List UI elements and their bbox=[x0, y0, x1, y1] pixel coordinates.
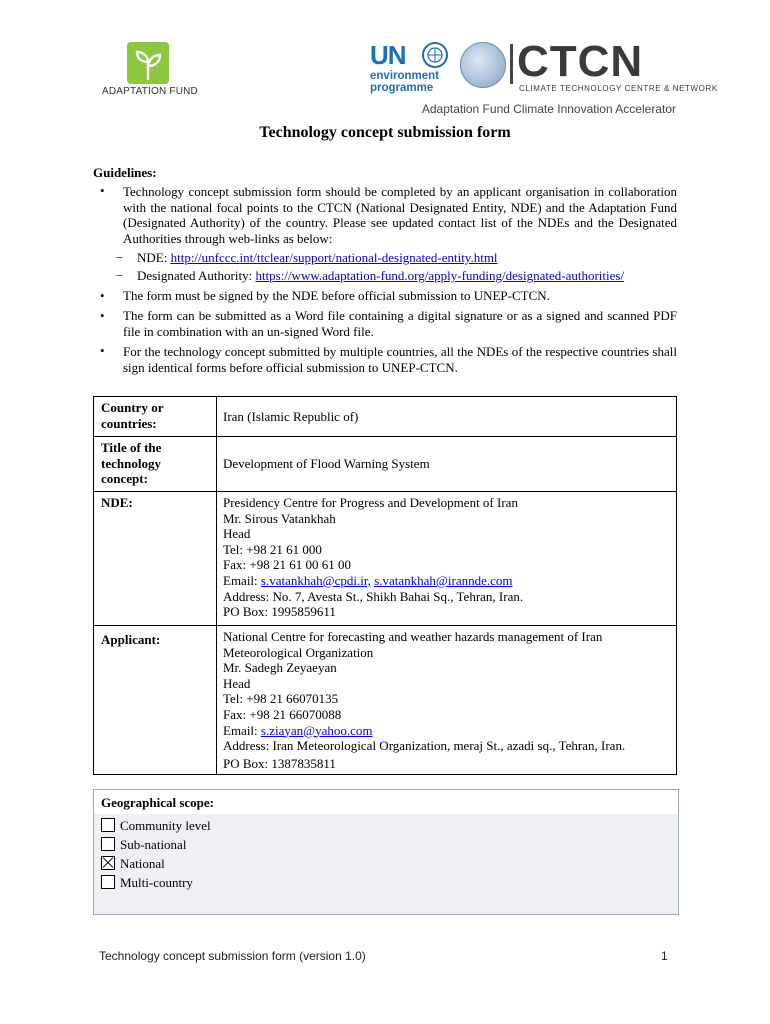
applicant-pobox: PO Box: 1387835811 bbox=[223, 755, 336, 771]
concept-details-table bbox=[93, 396, 677, 775]
designated-authority-link-line bbox=[137, 268, 624, 284]
checkbox-unchecked-icon[interactable] bbox=[101, 875, 115, 889]
applicant-line: Head bbox=[223, 675, 251, 691]
nde-label: NDE: bbox=[94, 492, 217, 626]
guidelines-heading: Guidelines: bbox=[93, 165, 157, 180]
geographical-scope-title: Geographical scope: bbox=[101, 795, 215, 810]
applicant-line: National Centre for forecasting and weather hazards management of Iran bbox=[223, 629, 603, 644]
applicant-address: Address: Iran Meteorological Organization, meraj St., azadi sq., Tehran, Iran. bbox=[223, 738, 626, 754]
page-number: 1 bbox=[661, 949, 668, 963]
nde-line: Tel: +98 21 61 000 bbox=[223, 541, 322, 557]
technology-title-label: Title of the technology concept: bbox=[94, 437, 217, 492]
nde-line: Mr. Sirous Vatankhah bbox=[223, 510, 336, 526]
scope-option-label: National bbox=[120, 856, 165, 871]
scope-option-community[interactable] bbox=[101, 818, 211, 834]
ctcn-wordmark: CTCN bbox=[517, 37, 644, 86]
applicant-label: Applicant: bbox=[94, 626, 217, 775]
applicant-line: Tel: +98 21 66070135 bbox=[223, 691, 339, 707]
un-emblem-icon bbox=[422, 42, 448, 68]
page-title: Technology concept submission form bbox=[259, 124, 511, 141]
designated-authority-link[interactable]: https://www.adaptation-fund.org/apply-funding/designated-authorities/ bbox=[255, 268, 625, 283]
nde-link-line bbox=[137, 250, 498, 266]
nde-line: Fax: +98 21 61 00 61 00 bbox=[223, 557, 351, 573]
adaptation-fund-wordmark: ADAPTATION FUND bbox=[102, 86, 198, 97]
plant-icon bbox=[127, 42, 169, 84]
nde-link[interactable]: http://unfccc.int/ttclear/support/national-designated-entity.html bbox=[170, 250, 498, 265]
guideline-item-3: The form can be submitted as a Word file containing a digital signature or as a signed and scanned PDF file in combination with an un-signed Word file. bbox=[123, 308, 677, 339]
country-value: Iran (Islamic Republic of) bbox=[217, 397, 677, 437]
ctcn-divider bbox=[510, 44, 513, 84]
nde-email-link-2[interactable]: s.vatankhah@irannde.com bbox=[374, 572, 513, 588]
scope-option-multicountry[interactable] bbox=[101, 875, 193, 891]
guideline-item-1: Technology concept submission form should be completed by an applicant organisation in collaboration with the national focal points to the CTCN (National Designated Entity, NDE) and the Adaptation Fund (Designated Authority) of the country. Please see updated contact list of the NDEs and the Designated Authorities through web-links as below: bbox=[123, 184, 677, 246]
ctcn-subtitle: CLIMATE TECHNOLOGY CENTRE & NETWORK bbox=[519, 84, 718, 93]
header-program-name: Adaptation Fund Climate Innovation Accelerator bbox=[421, 102, 676, 116]
bullet-icon: • bbox=[100, 308, 105, 323]
applicant-email-label: Email: bbox=[223, 722, 261, 738]
dash-icon: − bbox=[116, 250, 124, 265]
bullet-icon: • bbox=[100, 343, 105, 358]
scope-option-label: Sub-national bbox=[120, 837, 187, 852]
nde-email-link-1[interactable]: s.vatankhah@cpdi.ir, bbox=[260, 572, 371, 588]
applicant-line: Fax: +98 21 66070088 bbox=[223, 706, 342, 722]
scope-option-label: Community level bbox=[120, 818, 211, 833]
ctcn-globe-icon bbox=[460, 42, 506, 88]
technology-title-value: Development of Flood Warning System bbox=[217, 437, 677, 492]
table-row bbox=[94, 397, 677, 437]
designated-authority-label: Designated Authority: bbox=[137, 268, 256, 283]
guideline-item-2: The form must be signed by the NDE before official submission to UNEP-CTCN. bbox=[123, 288, 550, 303]
geographical-scope-box bbox=[93, 789, 679, 915]
checkbox-unchecked-icon[interactable] bbox=[101, 837, 115, 851]
page-footer: Technology concept submission form (version 1.0) bbox=[99, 949, 366, 963]
nde-line: Presidency Centre for Progress and Development of Iran bbox=[223, 495, 518, 510]
nde-address: Address: No. 7, Avesta St., Shikh Bahai Sq., Tehran, Iran. bbox=[223, 588, 524, 604]
scope-option-national[interactable] bbox=[101, 856, 165, 872]
unep-logo bbox=[370, 40, 452, 96]
applicant-email-link[interactable]: s.ziayan@yahoo.com bbox=[260, 722, 373, 738]
scope-option-subnational[interactable] bbox=[101, 837, 186, 853]
nde-email-label: Email: bbox=[223, 572, 261, 588]
nde-email-line bbox=[223, 573, 670, 589]
table-row bbox=[94, 437, 677, 492]
unep-line3: programme bbox=[370, 82, 434, 94]
dash-icon: − bbox=[116, 268, 124, 283]
applicant-line: Meteorological Organization bbox=[223, 644, 374, 660]
nde-line: Head bbox=[223, 526, 251, 542]
adaptation-fund-logo bbox=[95, 42, 205, 100]
table-row bbox=[94, 626, 677, 775]
bullet-icon: • bbox=[100, 288, 105, 303]
unep-un-wordmark: UN bbox=[370, 40, 406, 70]
scope-option-label: Multi-country bbox=[120, 875, 193, 890]
applicant-details bbox=[217, 626, 677, 775]
bullet-icon: • bbox=[100, 183, 105, 198]
nde-link-label: NDE: bbox=[137, 250, 171, 265]
checkbox-unchecked-icon[interactable] bbox=[101, 818, 115, 832]
checkbox-checked-icon[interactable] bbox=[101, 856, 115, 870]
nde-details bbox=[217, 492, 677, 626]
guideline-item-4: For the technology concept submitted by multiple countries, all the NDEs of the respective countries shall sign identical forms before official submission to UNEP-CTCN. bbox=[123, 344, 677, 375]
applicant-email-line bbox=[223, 723, 670, 739]
applicant-line: Mr. Sadegh Zeyaeyan bbox=[223, 660, 337, 676]
country-label: Country or countries: bbox=[94, 397, 217, 437]
table-row bbox=[94, 492, 677, 626]
unep-line2: environment bbox=[370, 70, 440, 82]
nde-pobox: PO Box: 1995859611 bbox=[223, 604, 336, 620]
